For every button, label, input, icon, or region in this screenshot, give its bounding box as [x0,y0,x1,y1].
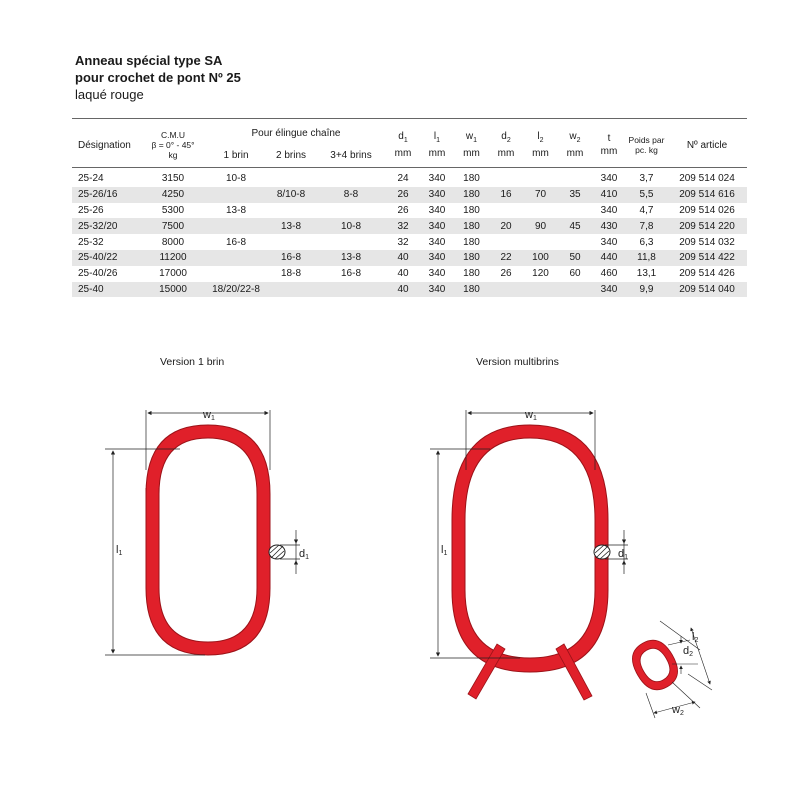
table-cell: 24 [397,173,409,185]
multi-ring-drawing [430,410,628,700]
table-cell: 209 514 040 [679,283,735,295]
table-cell: 50 [569,252,581,264]
table-cell: 26 [397,189,409,201]
table-cell: 120 [532,268,549,280]
table-cell: 5300 [161,204,185,216]
header-34-brins: 3+4 brins [330,149,372,161]
table-cell: 60 [569,268,581,280]
table-cell: 440 [600,252,618,264]
caption-multi: Version multibrins [476,356,559,368]
table-cell: 25-32/20 [78,220,118,232]
table-cell: 13-8 [280,220,301,232]
title-line-1: Anneau spécial type SA [75,53,223,68]
table-cell: 11,8 [637,252,656,264]
table-cell: 340 [600,236,618,248]
title-line-3: laqué rouge [75,87,144,102]
table-cell: 8-8 [343,189,359,201]
header-2-brins: 2 brins [275,149,306,161]
table-cell: 7500 [161,220,185,232]
multi-l1-label: l1 [441,544,448,557]
table-cell: 32 [397,220,409,232]
single-l1-label: l1 [116,544,123,557]
table-cell: 180 [463,283,480,295]
multi-w1-label: w1 [525,409,537,422]
table-cell: 70 [534,189,547,201]
header-l2: $l_2$ mm [532,131,549,159]
table-cell: 209 514 026 [679,204,735,216]
table-cell: 25-40/22 [78,252,118,264]
table-cell: 25-40/26 [78,268,118,280]
table-cell: 45 [569,220,581,232]
table-cell: 6,3 [639,236,654,248]
header-cmu-line3: kg [168,150,178,160]
table-cell: 4250 [161,189,185,201]
table-cell: 25-26 [78,204,104,216]
table-cell: 13-8 [340,252,361,264]
header-cmu-line1: C.M.U [160,130,186,140]
table-cell: 209 514 032 [679,236,735,248]
table-cell: 13,1 [636,268,657,280]
header-d2: $d_2$ mm [497,131,515,159]
table-cell: 209 514 220 [679,220,735,232]
table-cell: 10-8 [225,173,246,185]
table-cell: 4,7 [639,204,654,216]
header-cmu-line2: β = 0° - 45° [151,140,195,150]
table-cell: 5,5 [639,189,654,201]
table-cell: 430 [600,220,618,232]
header-article: Nº article [686,139,728,151]
table-cell: 340 [600,173,618,185]
small-d2-label: d2 [683,645,694,658]
table-cell: 32 [397,236,409,248]
header-1-brin: 1 brin [223,149,249,161]
table-cell: 340 [428,204,446,216]
header-poids: Poids par pc. kg [628,135,665,155]
table-cell: 340 [600,204,618,216]
multi-ring [452,425,608,672]
table-cell: 25-32 [78,236,104,248]
table-cell: 16-8 [340,268,361,280]
table-cell: 11200 [159,252,187,264]
table-cell: 340 [600,283,618,295]
table-cell: 10-8 [340,220,361,232]
caption-single: Version 1 brin [160,356,225,368]
single-w1-label: w1 [203,409,215,422]
table-cell: 180 [463,173,480,185]
table-cell: 340 [428,252,446,264]
table-cell: 25-24 [78,173,104,185]
table-cell: 20 [500,220,512,232]
table-cell: 9,9 [639,283,654,295]
table-cell: 209 514 426 [679,268,735,280]
table-cell: 40 [397,283,409,295]
table-cell: 16 [500,189,512,201]
table-cell: 25-40 [78,283,104,295]
table-cell: 17000 [159,268,187,280]
single-d1-label: d1 [299,548,310,561]
table-cell: 340 [428,268,446,280]
table-cell: 410 [600,189,618,201]
table-cell: 180 [463,189,480,201]
small-link [625,633,685,696]
table-cell: 100 [532,252,549,264]
table-cell: 16-8 [280,252,301,264]
header-l1: $l_1$ mm [428,131,446,159]
table-cell: 180 [463,220,480,232]
table-cell: 13-8 [225,204,246,216]
table-cell: 15000 [159,283,187,295]
table-cell: 340 [428,173,446,185]
table-cell: 40 [397,268,409,280]
table-cell: 460 [600,268,618,280]
title-line-2: pour crochet de pont Nº 25 [75,70,241,85]
header-w2: $w_2$ mm [566,131,584,159]
table-cell: 90 [534,220,547,232]
table-cell: 180 [463,204,480,216]
table-cell: 35 [569,189,581,201]
small-link-drawing [625,633,685,696]
table-cell: 340 [428,283,446,295]
table-cell: 7,8 [639,220,654,232]
table-cell: 340 [428,220,446,232]
table-cell: 8/10-8 [276,189,306,201]
table-cell: 180 [463,236,480,248]
table-cell: 22 [500,252,512,264]
single-ring [146,425,270,655]
header-t: t mm [600,133,618,157]
table-cell: 209 514 024 [679,173,735,185]
table-cell: 209 514 616 [679,189,735,201]
header-w1: $w_1$ mm [463,131,480,159]
table-cell: 18/20/22-8 [212,283,260,295]
table-cell: 340 [428,236,446,248]
table-cell: 26 [397,204,409,216]
header-d1: $d_1$ mm [394,131,412,159]
table-cell: 40 [397,252,409,264]
table-cell: 8000 [161,236,185,248]
header-designation: Désignation [78,139,131,151]
table-cell: 209 514 422 [679,252,735,264]
multi-d1-label: d1 [618,548,629,561]
single-ring-drawing [105,410,300,655]
table-cell: 180 [463,268,480,280]
table-cell: 3,7 [639,173,654,185]
table-cell: 18-8 [280,268,301,280]
small-l2-label: l2 [692,631,699,644]
table-cell: 26 [500,268,512,280]
table-cell: 16-8 [225,236,246,248]
table-cell: 180 [463,252,480,264]
header-pour-elingue: Pour élingue chaîne [251,127,341,139]
table-cell: 25-26/16 [78,189,118,201]
table-cell: 3150 [161,173,185,185]
small-w2-label: w2 [672,704,684,717]
table-cell: 340 [428,189,446,201]
